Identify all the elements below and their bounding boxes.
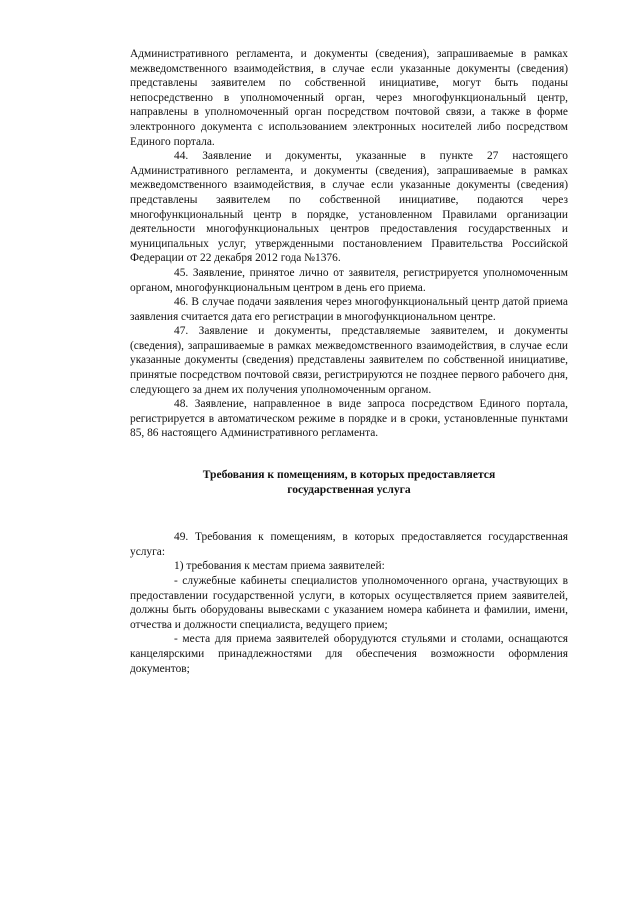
list-item-1: 1) требования к местам приема заявителей: (174, 560, 385, 573)
paragraph-48: 48. Заявление, направленное в виде запроса посредством Единого портала, регистрируется в автоматическом режиме в порядке и в сроки, установленные пунктами 85, 86 настоящего Административного регламента. (130, 398, 568, 440)
paragraph-44: 44. Заявление и документы, указанные в пункте 27 настоящего Административного регламента, и документы (сведения), запрашиваемые в рамках межведомственного взаимодействия, в случае если указанные документы (сведения) представлены заявителем по собственной инициативе, подаются через многофункциональный центр в порядке, установленном Правилами организации деятельности многофункциональных центров предоставления государственных и муниципальных услуг, утвержденными постановлением Правительства Российской Федерации от 22 декабря 2012 года №1376. (130, 150, 568, 265)
paragraph-45: 45. Заявление, принятое лично от заявителя, регистрируется уполномоченным органом, многофункциональным центром в день его приема. (130, 266, 568, 294)
paragraph-46: 46. В случае подачи заявления через многофункциональный центр датой приема заявления считается дата его регистрации в многофункциональном центре. (130, 296, 568, 323)
paragraph-47: 47. Заявление и документы, представляемые заявителем, и документы (сведения), запрашиваемые в рамках межведомственного взаимодействия, в случае если указанные документы (сведения) представлены заявителем по собственной инициативе, принятые посредством почтовой связи, регистрируются не позднее первого рабочего дня, следующего за днем их получения уполномоченным органом. (130, 325, 568, 396)
document-body (130, 47, 568, 676)
paragraph-49: 49. Требования к помещениям, в которых предоставляется государственная услуга: (130, 531, 568, 558)
bullet-item-reception-places: - места для приема заявителей оборудуются стульями и столами, оснащаются канцелярскими принадлежностями для обеспечения возможности оформления документов; (130, 633, 568, 675)
paragraph-continuation: Административного регламента, и документы (сведения), запрашиваемые в рамках межведомственного взаимодействия, в случае если указанные документы (сведения) представлены заявителем по собственной инициативе, могут быть поданы непосредственно в уполномоченный орган, через многофункциональный центр, направлены в уполномоченный орган посредством почтовой связи, а также в форме электронного документа с использованием электронных носителей либо посредством Единого портала. (130, 48, 568, 148)
section-heading: Требования к помещениям, в которых предоставляется государственная услуга (202, 468, 496, 496)
bullet-item-offices: - служебные кабинеты специалистов уполномоченного органа, участвующих в предоставлении государственной услуги, в которых осуществляется прием заявителей, должны быть оборудованы вывесками с указанием номера кабинета и фамилии, имени, отчества и должности специалиста, ведущего прием; (130, 575, 568, 631)
